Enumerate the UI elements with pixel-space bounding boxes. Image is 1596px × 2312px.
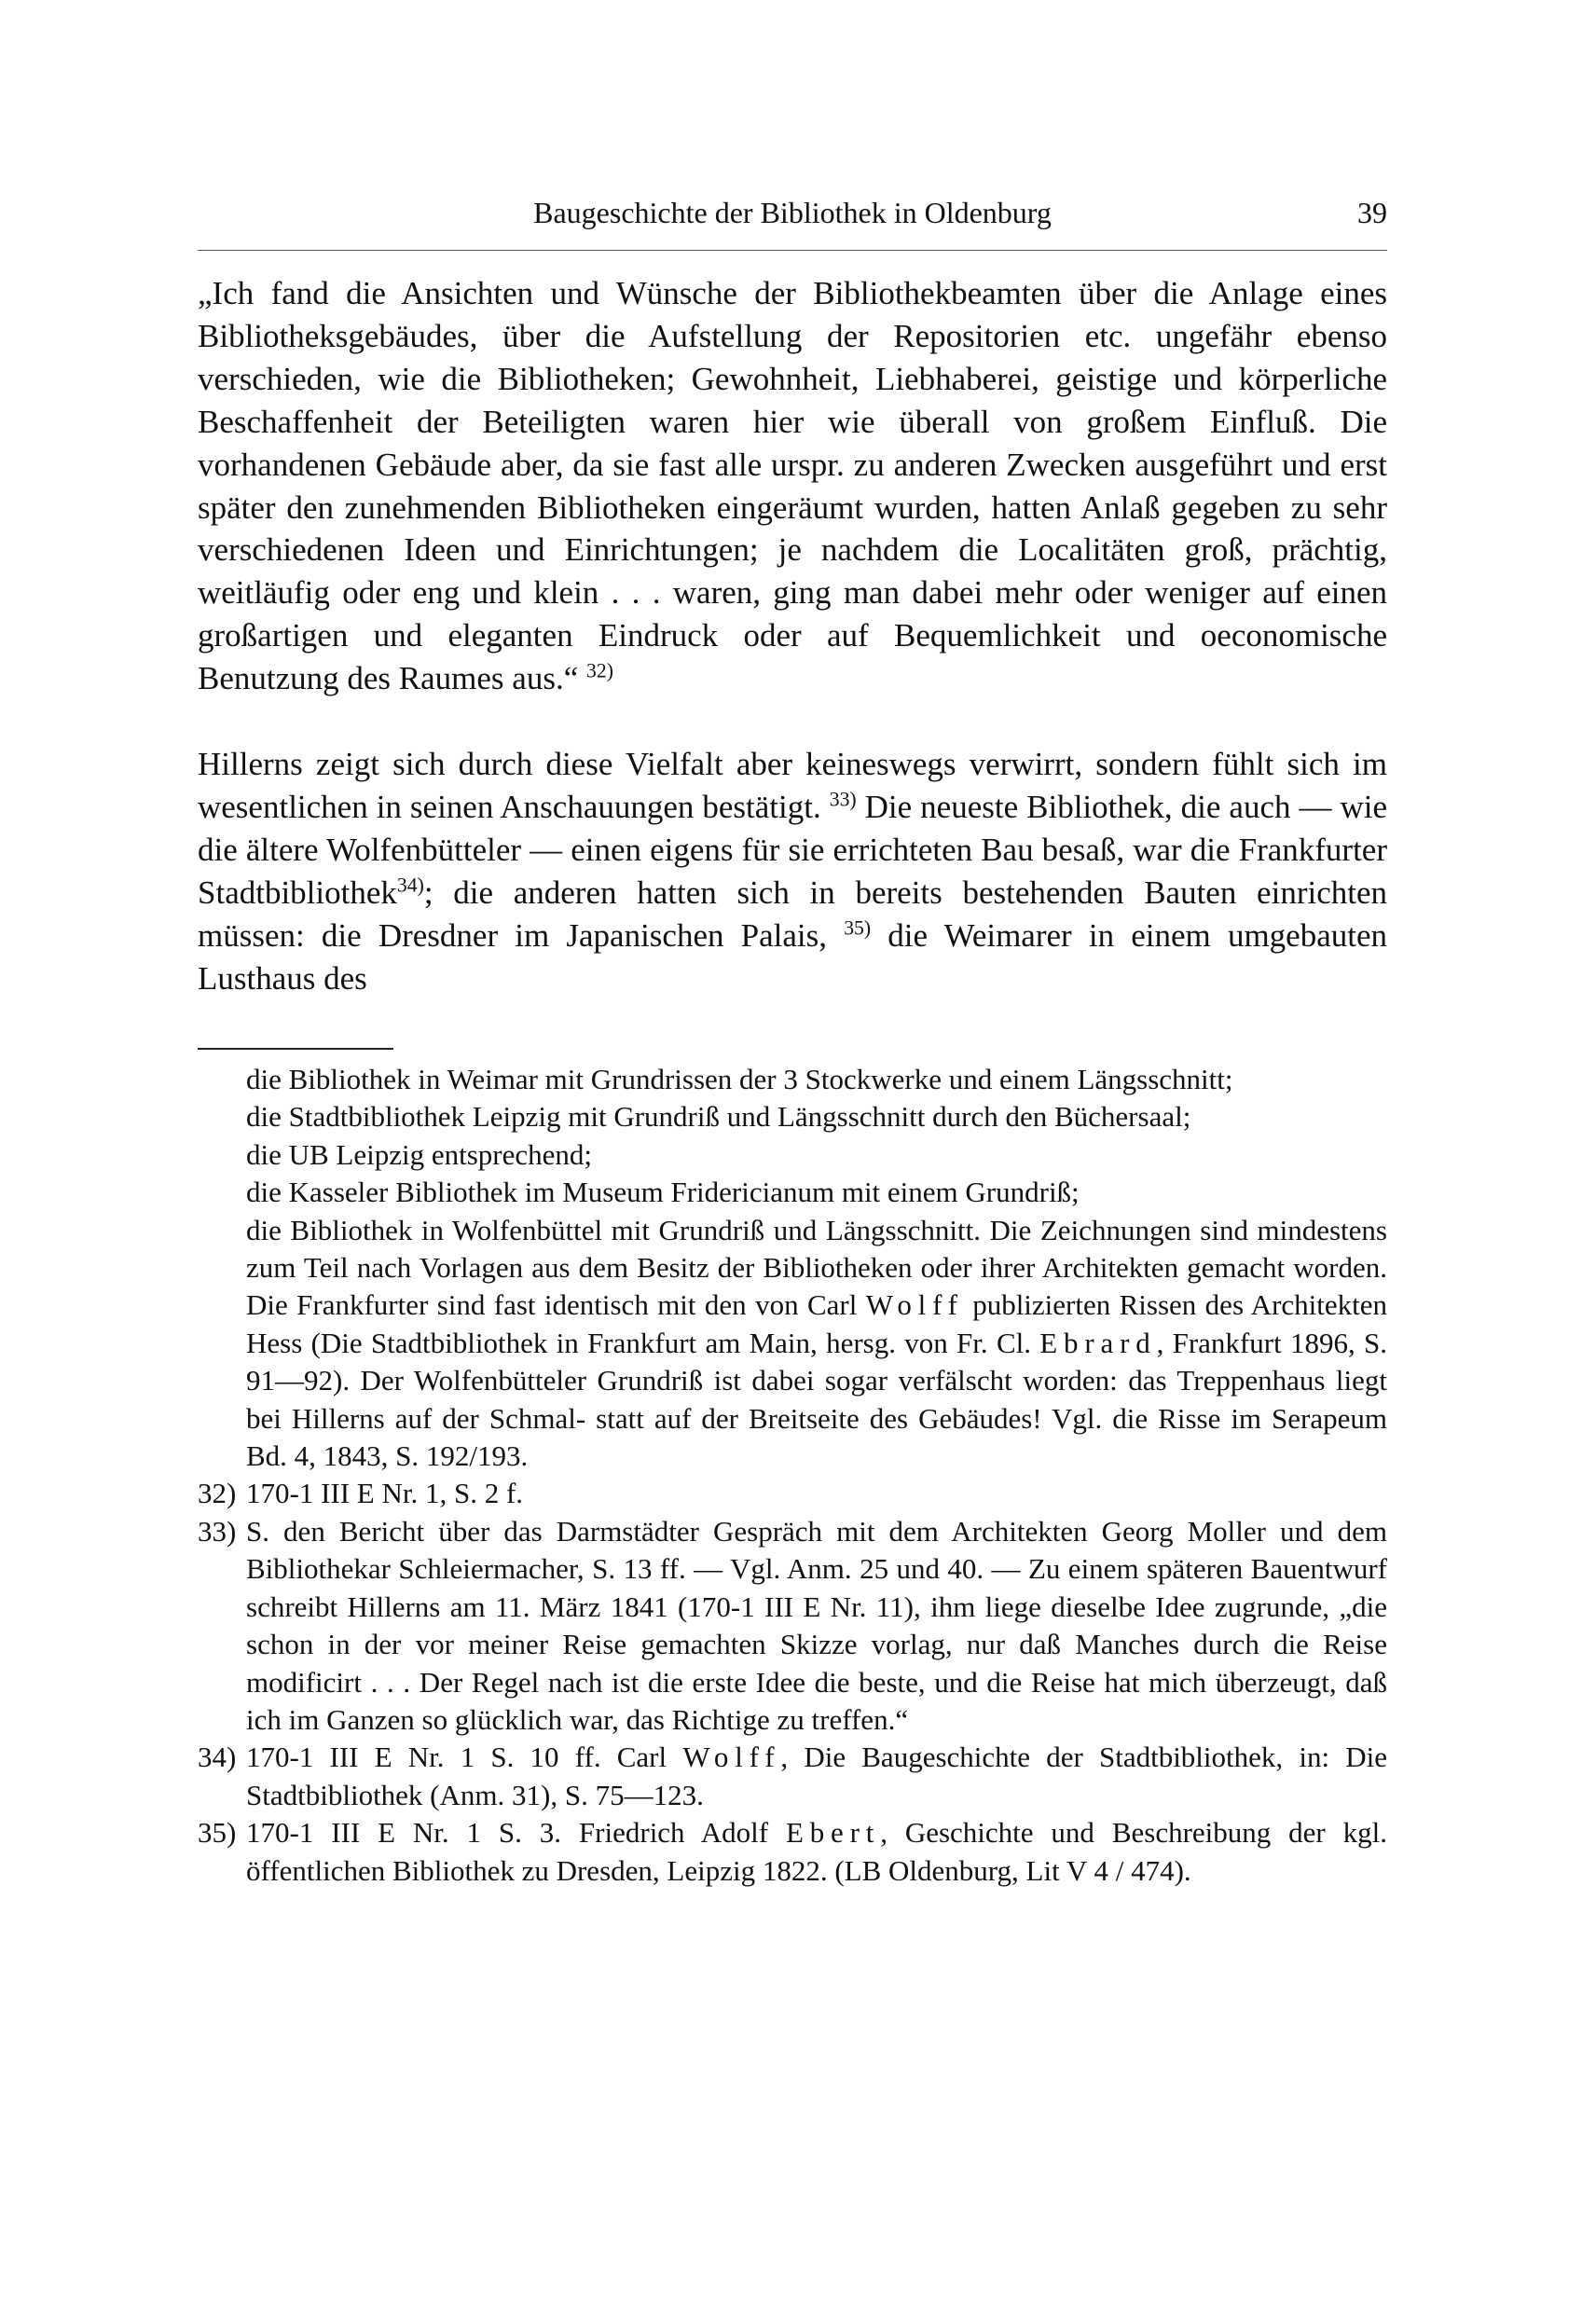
book-page <box>198 0 1387 2312</box>
para-part-4: die Weimarer in einem umgebauten Lusthaus des <box>198 916 1387 997</box>
author-name-ebert: Ebert <box>785 1816 881 1850</box>
main-text <box>198 272 1387 1000</box>
footnote-text: S. den Bericht über das Darmstädter Gespräch mit dem Architekten Georg Moller und dem Bibliothekar Schleiermacher, S. 13 ff. — Vgl. Anm. 25 und 40. — Zu einem späteren Bauentwurf schreibt Hillerns am 11. März 1841 (170-1 III E Nr. 11), ihm liege dieselbe Idee zugrunde, „die schon in der vor meiner Reise gemachten Skizze vorlag, nur daß Manches durch die Reise modificirt . . . Der Regel nach ist die erste Idee die beste, und die Reise hat mich überzeugt, daß ich im Ganzen so glücklich war, das Richtige zu treffen.“ <box>246 1514 1387 1736</box>
footnote-ref-33: 33) <box>829 788 857 811</box>
para-part-3: ; die anderen hatten sich in bereits bestehenden Bauten einrichten müssen: die Dresdner im Japanischen Palais, <box>198 874 1387 954</box>
footnote-continued-line: die Bibliothek in Weimar mit Grundrissen der 3 Stockwerke und einem Längsschnitt; <box>246 1063 1233 1095</box>
para-part-2: Die neueste Bibliothek, die auch — wie die ältere Wolfenbütteler — einen eigens für sie errichteten Bau besaß, war die Frankfurter Stadtbibliothek <box>198 788 1387 911</box>
footnote-continued-line: die Kasseler Bibliothek im Museum Fridericianum mit einem Grundriß; <box>246 1176 1080 1209</box>
footnote-continued-line: die Stadtbibliothek Leipzig mit Grundriß und Längsschnitt durch den Büchersaal; <box>246 1100 1191 1134</box>
author-name-wolff: Wolff <box>865 1288 964 1322</box>
author-name-ebrard: Ebrard <box>1039 1326 1157 1359</box>
footnote-continued-line <box>246 1212 1387 1476</box>
footnote-34 <box>198 1739 1387 1814</box>
footnote-continued-line: die UB Leipzig entsprechend; <box>246 1137 593 1171</box>
footnote-text: 170-1 III E Nr. 1, S. 2 f. <box>246 1477 524 1510</box>
footnote-text <box>246 1814 1387 1890</box>
page-number: 39 <box>1357 196 1387 229</box>
footnote-32 <box>198 1475 1387 1512</box>
block-quote <box>198 272 1387 700</box>
footnote-text <box>246 1739 1387 1814</box>
running-head <box>198 190 1387 235</box>
body-paragraph <box>198 743 1387 999</box>
footnote-continued-text: , Frankfurt 1896, S. 91—92). Der Wolfenbütteler Grundriß ist dabei sogar verfälscht worden: das Treppenhaus liegt bei Hillerns auf der Schmal- statt auf der Breitseite des Gebäudes! Vgl. die Risse im Serapeum Bd. 4, 1843, S. 192/193. <box>246 1326 1388 1473</box>
footnote-ref-32: 32) <box>586 659 613 682</box>
footnote-text-part: , Geschichte und Beschreibung der kgl. öffentlichen Bibliothek zu Dresden, Leipzig 1822. (LB Oldenburg, Lit V 4 / 474). <box>246 1816 1387 1887</box>
quote-text: „Ich fand die Ansichten und Wünsche der Bibliothekbeamten über die Anlage eines Bibliotheksgebäudes, über die Aufstellung der Repositorien etc. ungefähr ebenso verschieden, wie die Bibliotheken; Gewohnheit, Liebhaberei, geistige und körperliche Beschaffenheit der Beteiligten waren hier wie überall von großem Einfluß. Die vorhandenen Gebäude aber, da sie fast alle urspr. zu anderen Zwecken ausgeführt und erst später den zunehmenden Bibliotheken eingeräumt wurden, hatten Anlaß gegeben zu sehr verschiedenen Ideen und Einrichtungen; je nachdem die Localitäten groß, prächtig, weitläufig oder eng und klein . . . waren, ging man dabei mehr oder weniger auf einen großartigen und eleganten Eindruck oder auf Bequemlichkeit und oeconomische Benutzung des Raumes aus.“ <box>198 275 1387 697</box>
footnote-33 <box>198 1513 1387 1739</box>
footnote-text-part: 170-1 III E Nr. 1 S. 3. Friedrich Adolf <box>246 1816 769 1850</box>
running-title: Baugeschichte der Bibliothek in Oldenburg <box>533 196 1052 229</box>
footnote-text-part: , Die Baugeschichte der Stadtbibliothek, in: Die Stadtbibliothek (Anm. 31), S. 75—123. <box>246 1741 1387 1811</box>
footnote-marker: 32) <box>198 1477 237 1510</box>
footnote-continued-text: publizierten Rissen des Architekten Hess (Die Stadtbibliothek in Frankfurt am Main, hersg. von Fr. Cl. <box>246 1288 1388 1359</box>
footnote-rule <box>198 1048 393 1050</box>
footnote-ref-34: 34) <box>396 874 424 897</box>
header-rule <box>198 250 1387 251</box>
footnote-continued-text: die Bibliothek in Wolfenbüttel mit Grundriß und Längsschnitt. Die Zeichnungen sind mindestens zum Teil nach Vorlagen aus dem Besitz der Bibliotheken oder ihrer Architekten gemacht worden. Die Frankfurter sind fast identisch mit den von Carl <box>246 1213 1387 1322</box>
footnote-marker: 33) <box>198 1514 237 1548</box>
author-name-wolff: Wolff <box>682 1741 781 1774</box>
para-part-1: Hillerns zeigt sich durch diese Vielfalt aber keineswegs verwirrt, sondern fühlt sich im wesentlichen in seinen Anschauungen bestätigt. <box>198 746 1387 825</box>
footnotes <box>198 1061 1387 1890</box>
footnote-35 <box>198 1814 1387 1890</box>
footnote-text-part: 170-1 III E Nr. 1 S. 10 ff. Carl <box>246 1741 667 1774</box>
footnote-continued <box>246 1061 1387 1475</box>
footnote-marker: 35) <box>198 1816 237 1850</box>
footnote-ref-35: 35) <box>844 916 872 940</box>
footnote-marker: 34) <box>198 1741 237 1774</box>
